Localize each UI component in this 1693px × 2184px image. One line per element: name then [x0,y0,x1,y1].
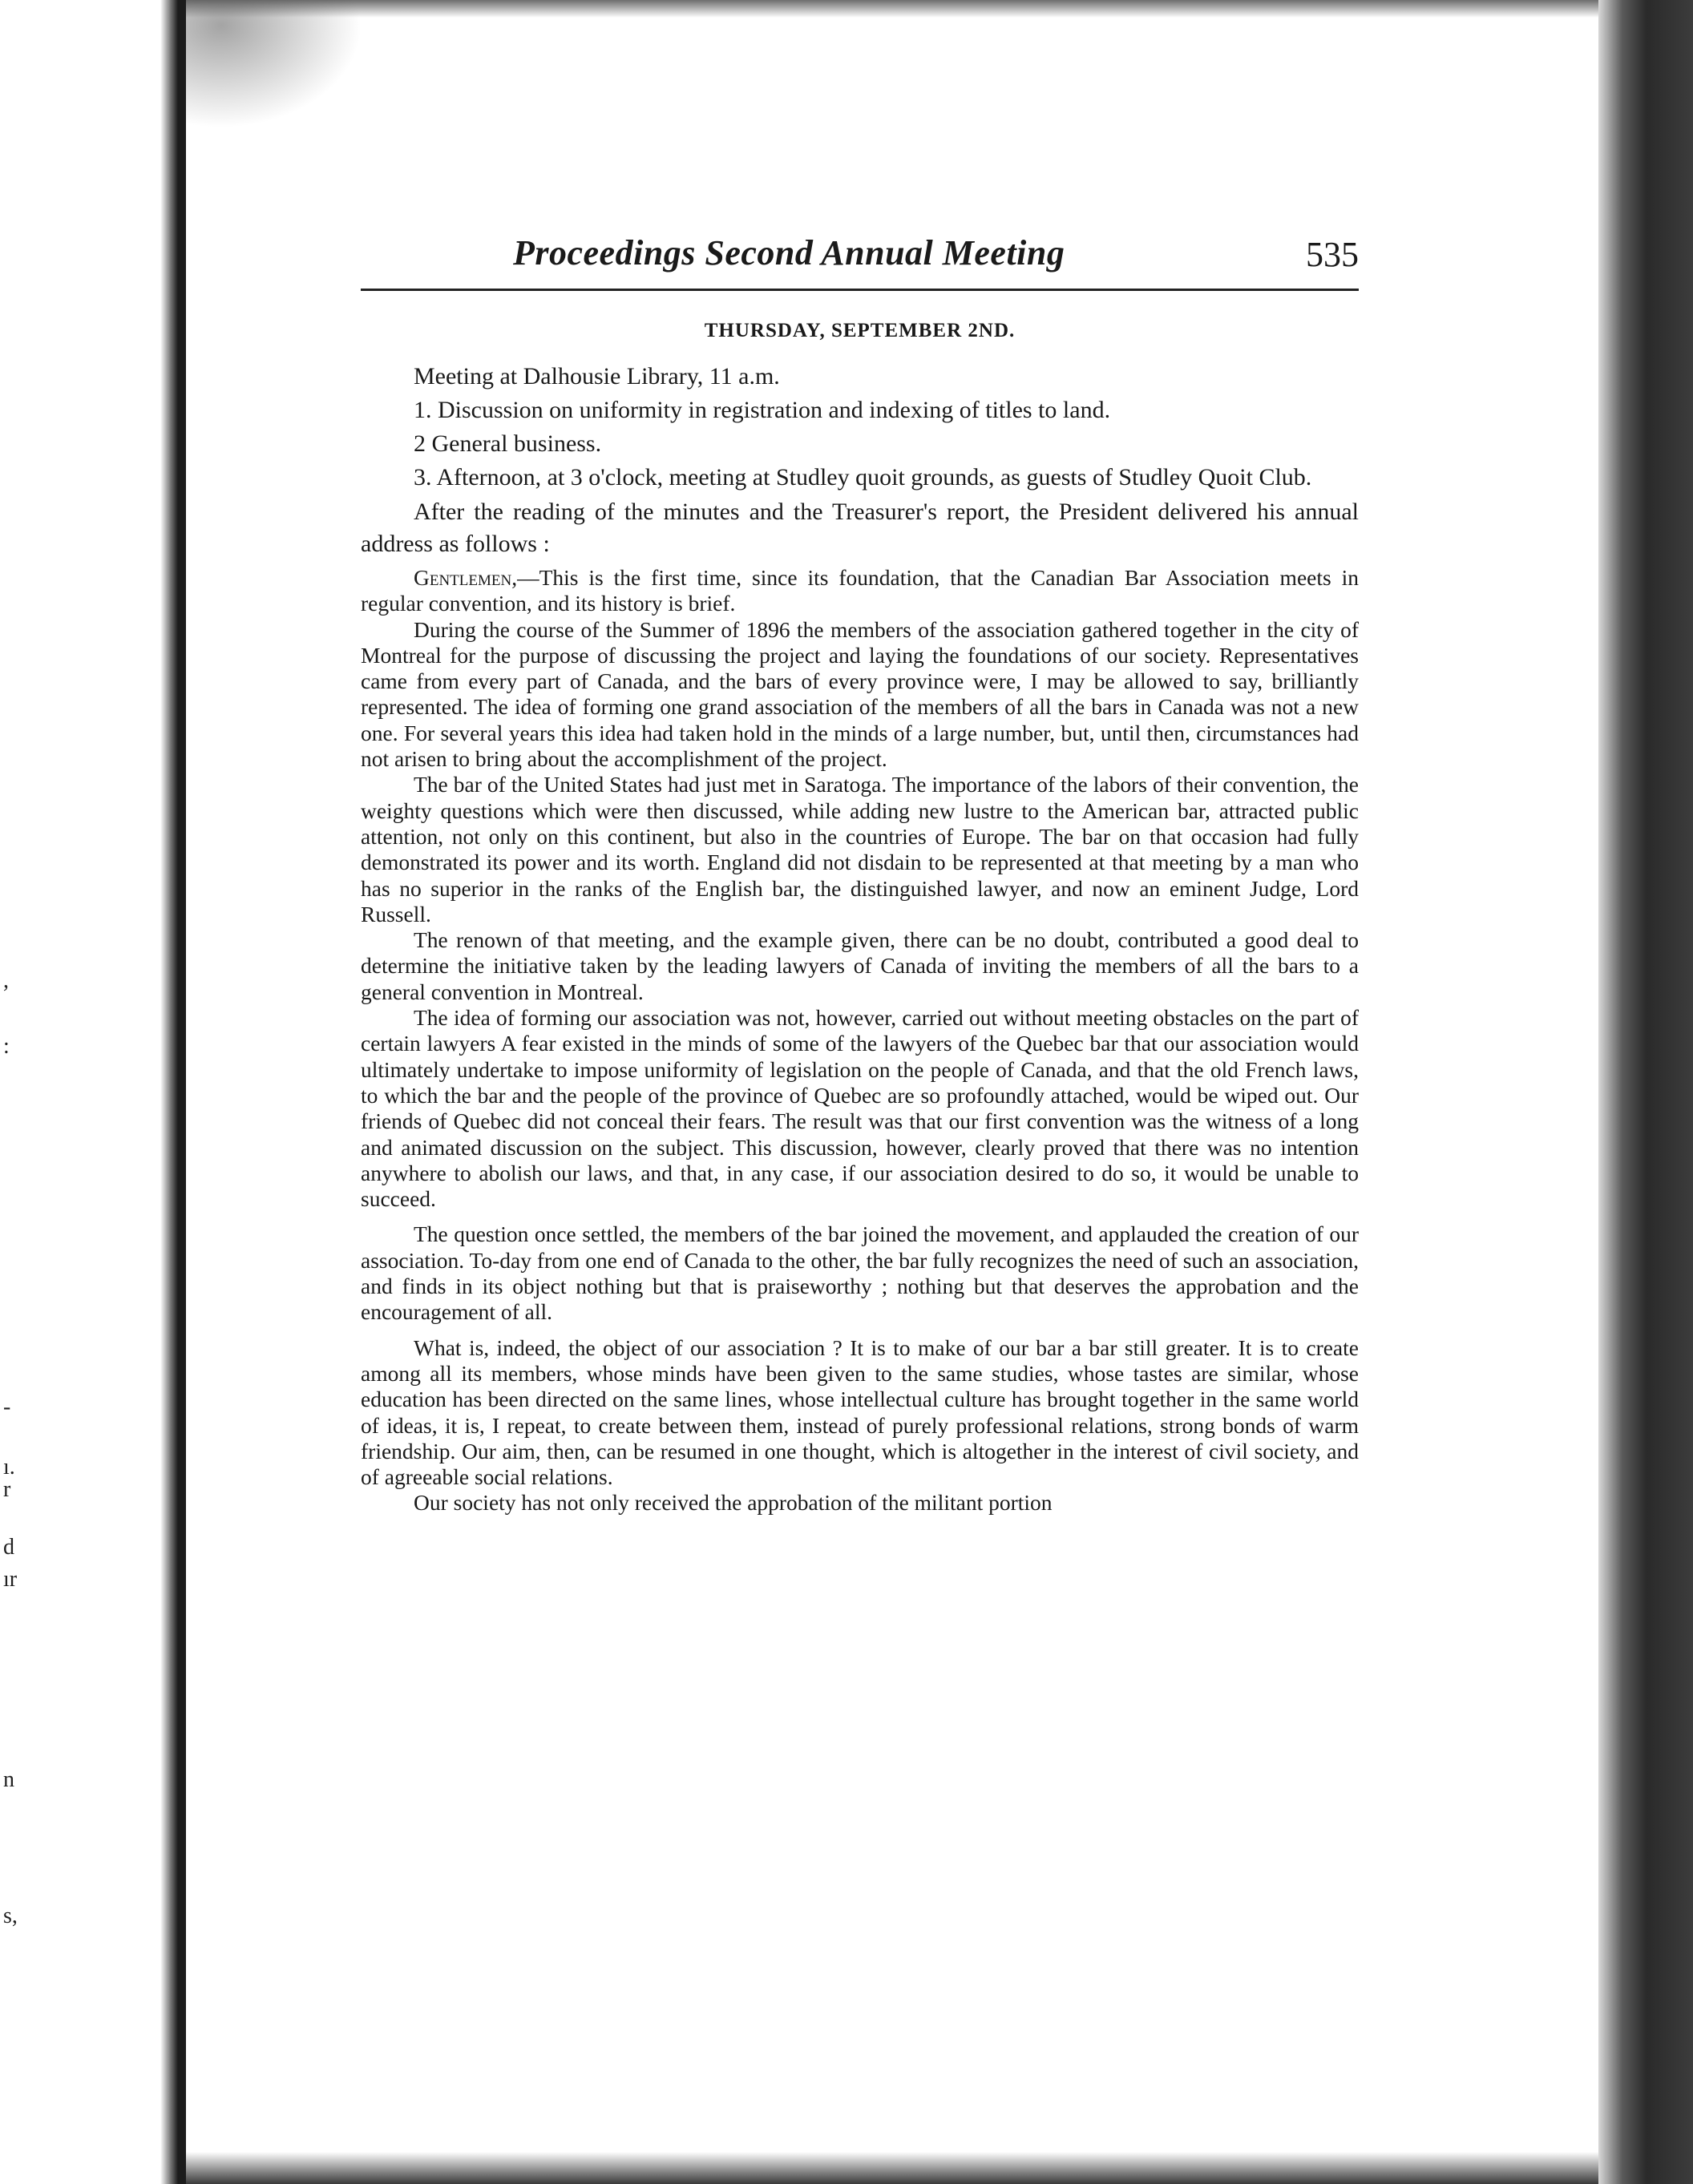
paragraph: The question once settled, the members of the bar joined the movement, and applauded the creation of our association. To-day from one end of Canada to the other, the bar fully recognizes the need of such an association, and finds in its object nothing but that is praiseworthy ; nothing but that deserves the approbation and the encouragement of all. [361,1221,1359,1325]
paragraph-text: —This is the first time, since its foundation, that the Canadian Bar Association meets in regular convention, and its history is brief. [361,565,1359,616]
salutation: Gentlemen, [414,565,518,590]
right-scan-edge [1598,0,1693,2184]
page-number: 535 [1306,235,1359,274]
paragraph: The bar of the United States had just met in Saratoga. The importance of the labors of their convention, the weighty questions which were then discussed, while adding new lustre to the American bar, attracted public attention, not only on this continent, but also in the countries of Europe. The bar on that occasion had fully demonstrated its power and its worth. England did not disdain to be represented at that meeting by a man who has no superior in the ranks of the English bar, the distinguished lawyer, and now an eminent Judge, Lord Russell. [361,772,1359,926]
meeting-agenda [361,360,1359,495]
margin-fragment: n [3,1767,14,1792]
agenda-item: 1. Discussion on uniformity in registration and indexing of titles to land. [414,397,1111,423]
top-scan-edge [186,0,1598,18]
margin-fragment: ı. [3,1455,15,1480]
agenda-location: Meeting at Dalhousie Library, 11 a.m. [414,363,780,390]
paragraph [361,565,1359,617]
margin-fragment: ır [3,1567,18,1592]
facing-page-fragments [0,0,160,2184]
date-heading: THURSDAY, SEPTEMBER 2ND. [704,320,1016,341]
margin-fragment: - [3,1395,11,1419]
document-page [361,232,1359,1516]
margin-fragment: d [3,1535,14,1560]
margin-fragment: : [3,1034,10,1059]
presidential-address [361,565,1359,1516]
running-header [361,232,1359,291]
address-intro: After the reading of the minutes and the Treasurer's report, the President delivered his annual address as follows : [361,499,1359,557]
paragraph: What is, indeed, the object of our association ? It is to make of our bar a bar still greater. It is to create among all its members, whose minds have been given to the same studies, whose tastes are similar, whose education has been directed on the same lines, whose intellectual culture has brought together in the same world of ideas, it is, I repeat, to create between them, instead of purely professional relations, strong bonds of warm friendship. Our aim, then, can be resumed in one thought, which is altogether in the interest of civil society, and of agreeable social relations. [361,1334,1359,1490]
paragraph: The renown of that meeting, and the example given, there can be no doubt, contributed a good deal to determine the initiative taken by the leading lawyers of Canada of inviting the members of all the bars to a general convention in Montreal. [361,927,1359,1004]
margin-fragment: r [3,1477,11,1502]
margin-fragment: s, [3,1903,18,1928]
agenda-item: 3. Afternoon, at 3 o'clock, meeting at Studley quoit grounds, as guests of Studley Quoit Club. [414,464,1312,490]
scan-smudge [186,0,362,128]
paragraph: Our society has not only received the approbation of the militant portion [414,1490,1053,1516]
paragraph: The idea of forming our association was not, however, carried out without meeting obstacles on the part of certain lawyers A fear existed in the minds of some of the lawyers of the Quebec bar that our association would ultimately undertake to impose uniformity of legislation on the people of Canada, and that the old French laws, to which the bar and the people of the province of Quebec are so profoundly attached, would be wiped out. Our friends of Quebec did not conceal their fears. The result was that our first convention was the witness of a long and animated discussion on the subject. This discussion, however, clearly proved that there was no intention anywhere to abolish our laws, and that, in any case, if our association desired to do so, it would be unable to succeed. [361,1005,1359,1212]
bottom-scan-edge [186,2152,1598,2184]
running-title: Proceedings Second Annual Meeting [513,233,1065,272]
margin-fragment: , [3,968,9,993]
agenda-item: 2 General business. [414,430,602,457]
paragraph: During the course of the Summer of 1896 the members of the association gathered together in the city of Montreal for the purpose of discussing the project and laying the foundations of our society. Representatives came from every part of Canada, and the bars of every province were, I may be allowed to say, brilliantly represented. The idea of forming one grand association of the members of all the bars in Canada was not a new one. For several years this idea had taken hold in the minds of a large number, but, until then, circumstances had not arisen to bring about the accomplishment of the project. [361,616,1359,772]
